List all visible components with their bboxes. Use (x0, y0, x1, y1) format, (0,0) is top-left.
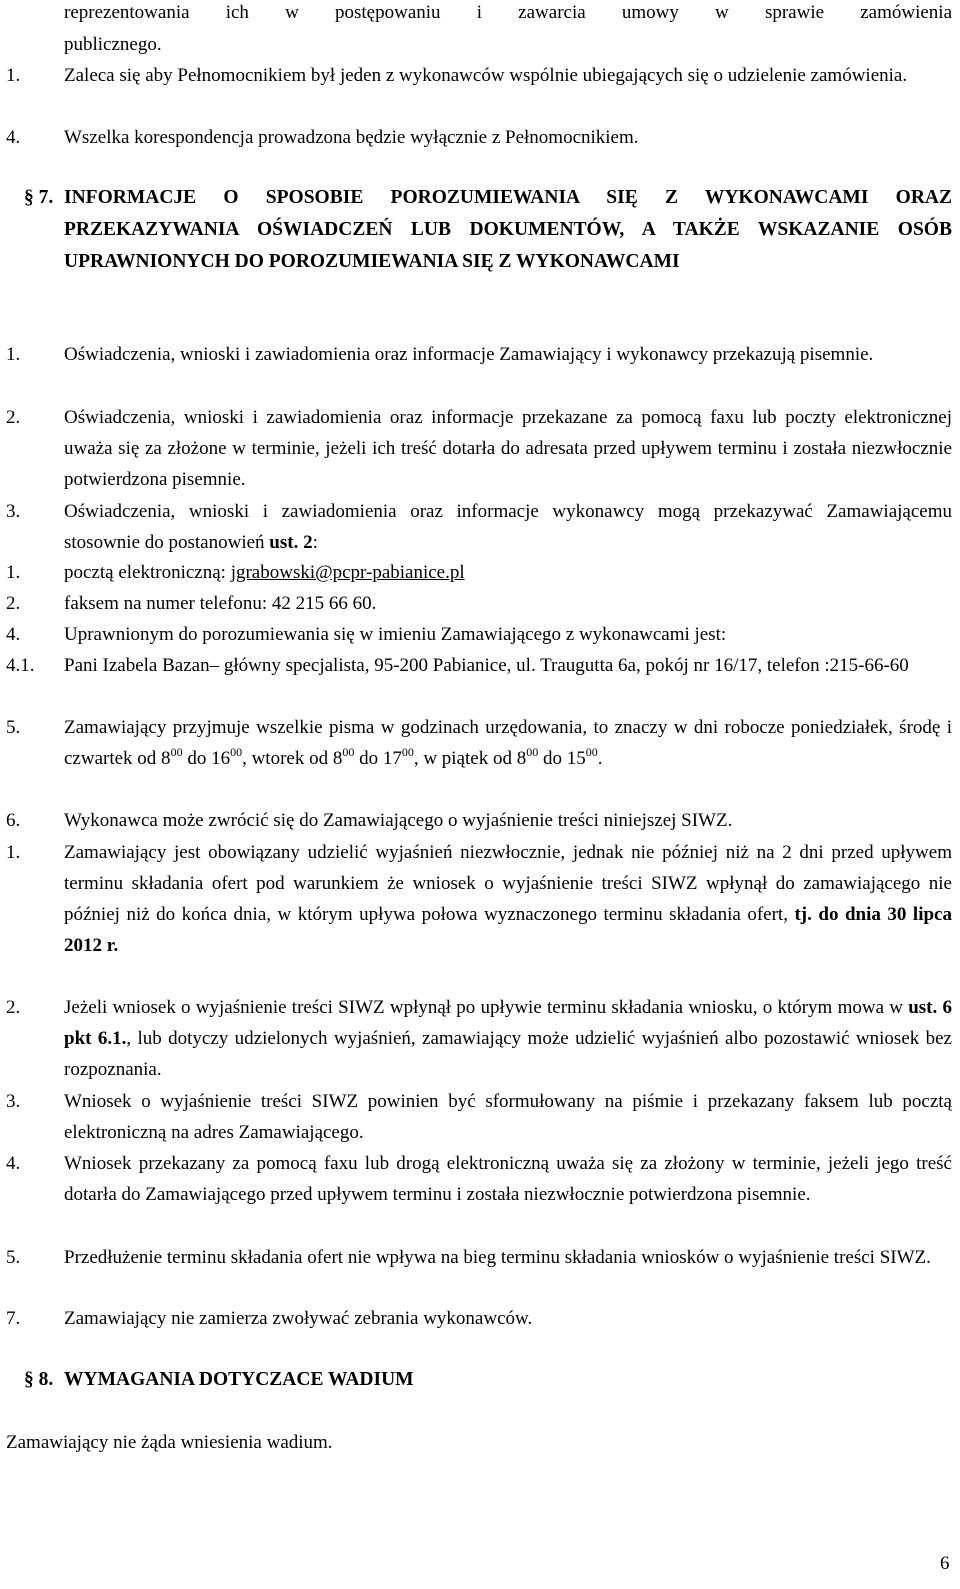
page-number: 6 (940, 1553, 950, 1574)
continuation-line-2: publicznego. (64, 34, 162, 55)
list-number: 2. (6, 593, 21, 614)
text-run: do 17 (354, 748, 402, 769)
bold-date: tj. do dnia 30 lipca 2012 r. (64, 904, 952, 956)
text-run: . (597, 748, 603, 769)
list-number: 4. (6, 127, 21, 148)
list-number: 7. (6, 1308, 21, 1329)
list-number: 1. (6, 562, 21, 583)
list-text: Uprawnionym do porozumiewania się w imieniu Zamawiającego z wykonawcami jest: (64, 624, 727, 645)
text-run: do 15 (538, 748, 586, 769)
email-link[interactable]: jgrabowski@pcpr-pabianice.pl (230, 562, 465, 583)
list-text (64, 496, 952, 558)
bold-ref: ust. 6 pkt 6.1. (64, 997, 952, 1049)
list-number: 4. (6, 624, 21, 645)
list-text: Zaleca się aby Pełnomocnikiem był jeden z wykonawców wspólnie ubiegających się o udzielenie zamówienia. (64, 65, 908, 86)
superscript: 00 (170, 745, 183, 759)
list-text: Przedłużenie terminu składania ofert nie wpływa na bieg terminu składania wniosków o wyjaśnienie treści SIWZ. (64, 1247, 931, 1268)
list-text (64, 712, 952, 774)
superscript: 00 (526, 745, 539, 759)
list-number: 4. (6, 1153, 21, 1174)
text-run: , wtorek od 8 (242, 748, 343, 769)
list-number: 2. (6, 997, 21, 1018)
text-run: , w piątek od 8 (413, 748, 527, 769)
list-number: 5. (6, 1247, 21, 1268)
section-title: INFORMACJE O SPOSOBIE POROZUMIEWANIA SIĘ Z WYKONAWCAMI ORAZ PRZEKAZYWANIA OŚWIADCZEŃ LUB DOKUMENTÓW, A TAKŻE WSKAZANIE OSÓB UPRAWNIONYCH DO POROZUMIEWANIA SIĘ Z WYKONAWCAMI (64, 187, 952, 272)
superscript: 00 (585, 745, 598, 759)
wadium-text: Zamawiający nie żąda wniesienia wadium. (6, 1432, 333, 1453)
list-text (64, 837, 952, 961)
bold-ref: ust. 2 (269, 532, 313, 553)
list-text: Wniosek przekazany za pomocą faxu lub drogą elektroniczną uważa się za złożony w terminie, jeżeli jego treść dotarła do Zamawiającego przed upływem terminu i została niezwłocznie potwierdzona pisemnie. (64, 1153, 952, 1205)
text-run: Jeżeli wniosek o wyjaśnienie treści SIWZ wpłynął po upływie terminu składania wniosku, o którym mowa w (64, 997, 909, 1018)
text-run: , lub dotyczy udzielonych wyjaśnień, zamawiający może udzielić wyjaśnień albo pozostawić wniosek bez rozpoznania. (64, 1028, 952, 1080)
section-title: WYMAGANIA DOTYCZACE WADIUM (64, 1369, 414, 1390)
list-number: 5. (6, 717, 21, 738)
list-text: Wniosek o wyjaśnienie treści SIWZ powinien być sformułowany na piśmie i przekazany faksem lub pocztą elektroniczną na adres Zamawiającego. (64, 1091, 952, 1143)
list-text: Pani Izabela Bazan– główny specjalista, 95-200 Pabianice, ul. Traugutta 6a, pokój nr 16/17, telefon :215-66-60 (64, 655, 909, 676)
section-number: § 7. (24, 187, 54, 208)
list-text: Oświadczenia, wnioski i zawiadomienia oraz informacje Zamawiający i wykonawcy przekazują pisemnie. (64, 344, 874, 365)
list-text: Zamawiający nie zamierza zwoływać zebrania wykonawców. (64, 1308, 533, 1329)
superscript: 00 (342, 745, 355, 759)
list-number: 2. (6, 407, 21, 428)
list-number: 3. (6, 501, 21, 522)
list-text (64, 992, 952, 1085)
text-run: do 16 (182, 748, 231, 769)
continuation-line-1: reprezentowania ich w postępowaniu i zawarcia umowy w sprawie zamówienia (64, 2, 952, 23)
section-number: § 8. (24, 1369, 54, 1390)
list-text: Oświadczenia, wnioski i zawiadomienia oraz informacje przekazane za pomocą faxu lub poczty elektronicznej uważa się za złożone w terminie, jeżeli ich treść dotarła do adresata przed upływem terminu i została niezwłocznie potwierdzona pisemnie. (64, 407, 952, 490)
text-run: Zamawiający jest obowiązany udzielić wyjaśnień niezwłocznie, jednak nie później niż na 2 dni przed upływem terminu składania ofert pod warunkiem że wniosek o wyjaśnienie treści SIWZ wpłynął do zamawiającego nie później niż do końca dnia, w którym upływa połowa wyznaczonego terminu składania ofert, (64, 842, 952, 925)
superscript: 00 (230, 745, 243, 759)
list-text (64, 557, 952, 588)
list-text: Wykonawca może zwrócić się do Zamawiającego o wyjaśnienie treści niniejszej SIWZ. (64, 810, 733, 831)
text-run: Oświadczenia, wnioski i zawiadomienia oraz informacje wykonawcy mogą przekazywać Zamawiającemu stosownie do postanowień (64, 501, 952, 553)
text-run: : (312, 532, 318, 553)
list-number: 1. (6, 65, 21, 86)
text-run: Zamawiający przyjmuje wszelkie pisma w godzinach urzędowania, to znaczy w dni robocze poniedziałek, środę i czwartek od 8 (64, 717, 952, 769)
list-number: 1. (6, 344, 21, 365)
list-text: faksem na numer telefonu: 42 215 66 60. (64, 593, 377, 614)
text-run: pocztą elektroniczną: (64, 562, 231, 583)
list-number: 6. (6, 810, 21, 831)
list-number: 4.1. (6, 655, 35, 676)
list-text: Wszelka korespondencja prowadzona będzie wyłącznie z Pełnomocnikiem. (64, 127, 639, 148)
superscript: 00 (401, 745, 414, 759)
list-number: 1. (6, 842, 21, 863)
list-number: 3. (6, 1091, 21, 1112)
